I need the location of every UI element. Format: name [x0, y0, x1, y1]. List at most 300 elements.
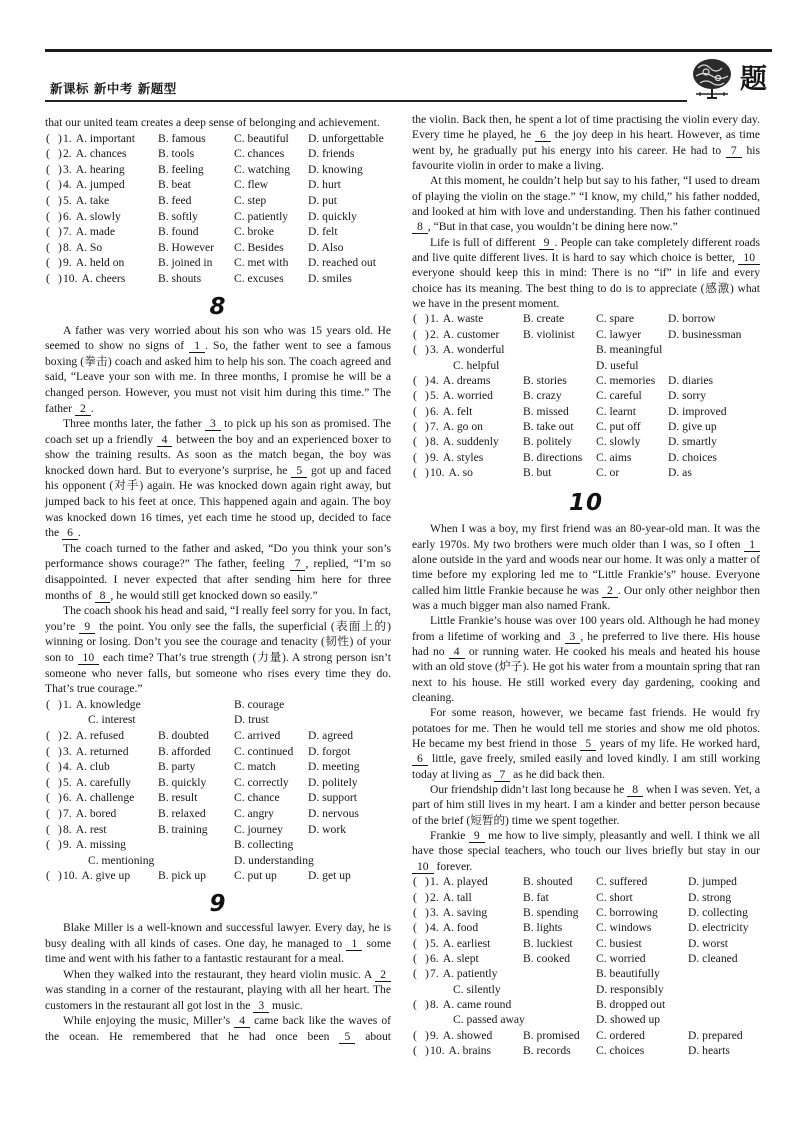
- answer-bracket-close: ): [58, 240, 62, 254]
- answer-bracket-open: (: [413, 905, 417, 919]
- option-row: [412, 997, 760, 1012]
- question-number: 10.: [63, 271, 78, 285]
- option-b: B. fat: [523, 890, 549, 904]
- option-d: D. choices: [668, 450, 717, 464]
- option-b: B. lights: [523, 921, 563, 935]
- question-stem: [430, 404, 472, 419]
- option-row: [45, 744, 391, 760]
- option-row: [45, 790, 391, 806]
- option-row: [45, 806, 391, 822]
- blank-3: 3: [565, 630, 581, 644]
- question-stem: [430, 951, 479, 966]
- option-row: [412, 373, 760, 388]
- question-number: 1.: [63, 697, 72, 711]
- question-number: 3.: [430, 905, 439, 919]
- question-number: 4.: [63, 760, 72, 774]
- answer-bracket-open: (: [413, 389, 417, 403]
- option-b: B. However: [158, 240, 215, 254]
- option-d: D. friends: [308, 147, 355, 161]
- option-row: [45, 224, 391, 240]
- question-stem: [430, 936, 490, 951]
- question-number: 7.: [63, 225, 72, 239]
- answer-bracket-open: (: [46, 744, 50, 758]
- option-c: C. angry: [234, 806, 274, 820]
- answer-bracket-open: (: [413, 875, 417, 889]
- question-number: 7.: [430, 967, 439, 981]
- option-row: [412, 874, 760, 889]
- question-stem: [430, 327, 499, 342]
- answer-bracket-open: (: [413, 450, 417, 464]
- emblem-icon: [688, 56, 738, 102]
- question-stem: [63, 759, 110, 775]
- passage-10-paragraph: Little Frankie’s house was over 100 years old. Although he had money from a lifetime of working and 3 , he preferred to live there. His house had no 4 or running water. He cooked his meals and heated his house with an old stove (炉子). He got his water from a mountain spring that ran next to his house. He still worked every day gardening, cooking and cleaning.: [412, 614, 761, 705]
- option-row: [412, 434, 760, 449]
- question-stem: [63, 697, 141, 713]
- question-number: 10.: [430, 465, 445, 479]
- option-c: C. aims: [596, 450, 632, 464]
- option-row: [412, 342, 760, 357]
- option-d: D. felt: [308, 225, 338, 239]
- option-d: D. electricity: [688, 921, 749, 935]
- option-b: B. softly: [158, 209, 198, 223]
- option-row: [412, 388, 760, 403]
- question-number: 4.: [430, 373, 439, 387]
- answer-bracket-close: ): [58, 869, 62, 883]
- question-stem: [430, 450, 483, 465]
- blank-9: 9: [469, 829, 485, 843]
- answer-bracket-close: ): [425, 465, 429, 479]
- option-a: A. customer: [442, 327, 500, 341]
- answer-bracket-close: ): [425, 905, 429, 919]
- option-d: D. trust: [234, 713, 269, 727]
- question-number: 9.: [430, 450, 439, 464]
- option-c: C. excuses: [234, 271, 284, 285]
- question-stem: [63, 790, 134, 806]
- question-number: 7.: [63, 806, 72, 820]
- option-row: [45, 193, 391, 209]
- answer-bracket-open: (: [46, 697, 50, 711]
- option-row: [45, 209, 391, 225]
- option-d: D. give up: [668, 419, 717, 433]
- option-row: [412, 450, 760, 465]
- question-number: 5.: [63, 775, 72, 789]
- question-stem: [430, 373, 490, 388]
- option-a: A. club: [75, 760, 110, 774]
- passage-7-ending: that our united team creates a deep sense of belonging and achievement.: [45, 116, 380, 129]
- option-c: C. lawyer: [596, 327, 642, 341]
- blank-10: 10: [738, 251, 760, 265]
- answer-bracket-open: (: [413, 890, 417, 904]
- passage-9-options: [412, 311, 760, 480]
- option-a: A. important: [75, 131, 135, 145]
- option-d: D. reached out: [308, 256, 376, 270]
- option-c: C. windows: [596, 921, 652, 935]
- question-stem: [63, 177, 125, 193]
- left-column: [45, 115, 391, 1045]
- option-d: D. forgot: [308, 744, 351, 758]
- answer-bracket-open: (: [46, 209, 50, 223]
- answer-bracket-open: (: [413, 967, 417, 981]
- option-b: B. shouts: [158, 271, 202, 285]
- answer-bracket-open: (: [46, 193, 50, 207]
- answer-bracket-close: ): [425, 389, 429, 403]
- blank-8: 8: [95, 589, 111, 603]
- option-a: A. returned: [75, 744, 129, 758]
- question-number: 8.: [63, 240, 72, 254]
- answer-bracket-close: ): [58, 131, 62, 145]
- option-c: C. ordered: [596, 1028, 645, 1042]
- question-stem: [430, 311, 483, 326]
- question-number: 2.: [430, 890, 439, 904]
- option-c: C. or: [596, 465, 620, 479]
- answer-bracket-open: (: [413, 373, 417, 387]
- option-a: A. came round: [442, 997, 512, 1011]
- option-row: [45, 255, 391, 271]
- answer-bracket-open: (: [46, 131, 50, 145]
- option-c: C. Besides: [234, 240, 284, 254]
- option-d: D. cleaned: [688, 951, 738, 965]
- option-d: D. work: [308, 822, 346, 836]
- question-number: 10.: [430, 1043, 445, 1057]
- answer-bracket-open: (: [46, 822, 50, 836]
- blank-10: 10: [412, 860, 434, 874]
- blank-1: 1: [346, 937, 362, 951]
- passage-9-paragraph: Blake Miller is a well-known and successful lawyer. Every day, he is busy dealing with all kinds of cases. One day, he managed to 1 some time and went with his father to a fantastic restaurant for a meal.: [45, 920, 391, 966]
- option-b: B. relaxed: [158, 806, 206, 820]
- option-a: A. slept: [442, 951, 479, 965]
- question-stem: [430, 890, 472, 905]
- answer-bracket-open: (: [413, 1043, 417, 1057]
- option-a: A. So: [75, 240, 103, 254]
- option-row: [412, 905, 760, 920]
- option-row: [45, 837, 391, 853]
- answer-bracket-close: ): [58, 775, 62, 789]
- question-stem: [430, 1043, 491, 1058]
- answer-bracket-close: ): [58, 209, 62, 223]
- option-c: C. watching: [234, 162, 291, 176]
- option-d: D. sorry: [668, 389, 706, 403]
- blank-6: 6: [62, 526, 78, 540]
- option-a: A. so: [448, 465, 473, 479]
- answer-bracket-open: (: [46, 178, 50, 192]
- answer-bracket-close: ): [425, 312, 429, 326]
- option-c: C. put off: [596, 419, 641, 433]
- option-b: B. pick up: [158, 869, 206, 883]
- blank-1: 1: [744, 538, 760, 552]
- option-d: D. understanding: [234, 853, 314, 867]
- question-stem: [430, 966, 497, 981]
- option-d: D. knowing: [308, 162, 363, 176]
- answer-bracket-open: (: [413, 404, 417, 418]
- option-b: B. meaningful: [596, 343, 663, 357]
- question-number: 5.: [430, 389, 439, 403]
- answer-bracket-close: ): [58, 760, 62, 774]
- option-d: D. borrow: [668, 312, 716, 326]
- answer-bracket-open: (: [413, 997, 417, 1011]
- option-row: [412, 966, 760, 981]
- question-stem: [63, 806, 116, 822]
- answer-bracket-open: (: [46, 225, 50, 239]
- answer-bracket-open: (: [46, 775, 50, 789]
- question-stem: [63, 868, 130, 884]
- answer-bracket-close: ): [58, 147, 62, 161]
- question-number: 4.: [430, 921, 439, 935]
- passage-10-number: 10: [568, 490, 603, 517]
- question-stem: [430, 997, 511, 1012]
- answer-bracket-close: ): [58, 822, 62, 836]
- blank-4: 4: [449, 645, 465, 659]
- question-stem: [430, 388, 493, 403]
- option-c: C. slowly: [596, 435, 641, 449]
- top-rule: [45, 49, 772, 52]
- option-c: C. borrowing: [596, 905, 658, 919]
- option-b: B. collecting: [234, 838, 294, 852]
- option-row: [45, 822, 391, 838]
- question-stem: [430, 434, 499, 449]
- option-row: [412, 936, 760, 951]
- question-number: 3.: [63, 744, 72, 758]
- passage-8-paragraph: Three months later, the father 3 to pick up his son as promised. The coach set up a friendly 4 between the boy and an experienced boxer to show the training results. As soon as the match began, the boy was knocked down hard. But to everyone’s surprise, he 5 got up and faced his opponent (对手) again. He was knocked down again right away, but jumped back to his feet at once. This happened again and again. The boy was knocked down 16 times, yet each time he stood up, decided to face the 6 .: [45, 417, 392, 540]
- option-d: D. put: [308, 193, 337, 207]
- option-b: B. spending: [523, 905, 579, 919]
- answer-bracket-close: ): [425, 997, 429, 1011]
- answer-bracket-close: ): [58, 728, 62, 742]
- answer-bracket-open: (: [46, 869, 50, 883]
- blank-7: 7: [726, 144, 742, 158]
- header-rule: [45, 100, 687, 102]
- option-a: A. earliest: [442, 936, 491, 950]
- answer-bracket-open: (: [413, 435, 417, 449]
- answer-bracket-open: (: [413, 951, 417, 965]
- blank-7: 7: [494, 768, 510, 782]
- option-a: A. worried: [442, 389, 493, 403]
- option-c: C. busiest: [596, 936, 642, 950]
- option-c: C. suffered: [596, 875, 648, 889]
- question-stem: [63, 224, 115, 240]
- option-c: C. chances: [234, 147, 285, 161]
- option-c: C. patiently: [234, 209, 289, 223]
- blank-8: 8: [412, 220, 428, 234]
- option-c: C. learnt: [596, 404, 636, 418]
- question-stem: [63, 744, 129, 760]
- option-d: D. strong: [688, 890, 732, 904]
- passage-10-paragraph: Our friendship didn’t last long because he 8 when I was seven. Yet, a part of him still lives in my heart. I am a kinder and better person because of the brief (短暂的) time we spent together.: [412, 783, 761, 827]
- option-b: B. violinist: [523, 327, 575, 341]
- option-c: C. journey: [234, 822, 283, 836]
- answer-bracket-close: ): [58, 271, 62, 285]
- answer-bracket-open: (: [46, 760, 50, 774]
- option-d: D. improved: [668, 404, 727, 418]
- blank-2: 2: [375, 968, 391, 982]
- option-a: A. dreams: [442, 373, 491, 387]
- option-d: D. support: [308, 791, 357, 805]
- blank-2: 2: [602, 584, 618, 598]
- option-row-continued: [412, 1012, 760, 1027]
- option-d: D. hurt: [308, 178, 341, 192]
- answer-bracket-close: ): [425, 875, 429, 889]
- option-a: A. played: [442, 875, 488, 889]
- option-d: D. Also: [308, 240, 344, 254]
- option-row: [45, 162, 391, 178]
- option-c: C. continued: [234, 744, 294, 758]
- question-number: 6.: [63, 209, 72, 223]
- option-row-continued: [412, 358, 760, 373]
- option-row-continued: [45, 853, 391, 869]
- option-c: C. spare: [596, 312, 634, 326]
- question-stem: [430, 465, 473, 480]
- blank-5: 5: [291, 464, 307, 478]
- option-a: A. refused: [75, 728, 124, 742]
- answer-bracket-close: ): [425, 419, 429, 433]
- option-a: A. saving: [442, 905, 488, 919]
- option-a: A. take: [75, 193, 110, 207]
- passage-9-paragraph: When they walked into the restaurant, they heard violin music. A 2 was standing in a corner of the restaurant, playing with all her heart. The customers in the restaurant all got lost in the 3 music.: [45, 967, 391, 1012]
- answer-bracket-close: ): [425, 450, 429, 464]
- option-c: C. correctly: [234, 775, 289, 789]
- question-number: 2.: [63, 728, 72, 742]
- answer-bracket-close: ): [58, 744, 62, 758]
- option-a: A. challenge: [75, 791, 135, 805]
- question-stem: [63, 209, 121, 225]
- option-c: C. match: [234, 760, 276, 774]
- answer-bracket-open: (: [413, 312, 417, 326]
- option-d: D. as: [668, 465, 692, 479]
- answer-bracket-open: (: [46, 162, 50, 176]
- option-a: A. held on: [75, 256, 125, 270]
- logo-char: 题: [740, 64, 767, 95]
- option-a: A. carefully: [75, 775, 132, 789]
- question-number: 6.: [430, 951, 439, 965]
- passage-8-paragraph: A father was very worried about his son who was 15 years old. He seemed to show no signs of 1 . So, the father went to see a famous boxing (拳击) coach and asked him to help his son. The coach agreed and said, “Leave your son with me. In three months, I promise he will be a changed person. However, you must not visit him during this time.” The father 2 .: [45, 323, 391, 415]
- option-d: D. smartly: [668, 435, 717, 449]
- option-d: D. hearts: [688, 1043, 730, 1057]
- answer-bracket-close: ): [58, 838, 62, 852]
- option-row: [45, 759, 391, 775]
- option-b: B. party: [158, 760, 196, 774]
- answer-bracket-open: (: [46, 728, 50, 742]
- question-stem: [63, 255, 124, 271]
- question-stem: [63, 131, 135, 147]
- option-b: B. records: [523, 1043, 571, 1057]
- question-number: 6.: [63, 791, 72, 805]
- blank-9: 9: [539, 236, 555, 250]
- option-b: B. doubted: [158, 728, 209, 742]
- answer-bracket-open: (: [46, 240, 50, 254]
- answer-bracket-close: ): [425, 435, 429, 449]
- option-a: A. knowledge: [75, 697, 141, 711]
- option-d: D. prepared: [688, 1028, 743, 1042]
- passage-10-paragraph: For some reason, however, we became fast friends. He would fry potatoes for me. Then he would tell me stories and show me old photos. He became my best friend in those 5 years of my life. He worked hard, 6 little, gave freely, smiled easily and loved kindly. I am still working today at living as 7 as he did back then.: [412, 706, 760, 781]
- question-number: 8.: [430, 435, 439, 449]
- option-a: A. rest: [75, 822, 107, 836]
- blank-6: 6: [535, 128, 551, 142]
- question-number: 1.: [63, 131, 72, 145]
- answer-bracket-open: (: [46, 838, 50, 852]
- blank-6: 6: [412, 752, 428, 766]
- option-c: C. broke: [234, 225, 274, 239]
- passage-8-paragraph: The coach turned to the father and asked, “Do you think your son’s performance shows courage?” The father, feeling 7 , replied, “I’m so disappointed. I never expected that after sending him here for three months of 8 , he would still get knocked down so easily.”: [45, 541, 391, 602]
- option-c: C. chance: [234, 791, 280, 805]
- option-b: B. dropped out: [596, 997, 666, 1011]
- passage-8-paragraph: The coach shook his head and said, “I really feel sorry for you. In fact, you’re 9 the point. You only see the falls, the superficial (表面上的) winning or losing. Don’t you see the courage and tenacity (韧性) of your son to 10 each time? That’s true strength (力量). A strong person isn’t someone who never falls, but someone who rises every time they do. That’s true courage.”: [45, 604, 392, 696]
- blank-4: 4: [157, 433, 173, 447]
- option-b: B. directions: [523, 450, 583, 464]
- option-row: [45, 868, 391, 884]
- option-c: C. mentioning: [88, 853, 155, 867]
- blank-3: 3: [205, 417, 221, 431]
- option-b: B. cooked: [523, 951, 571, 965]
- option-row: [412, 1043, 760, 1058]
- answer-bracket-close: ): [58, 806, 62, 820]
- option-row-continued: [45, 712, 391, 728]
- question-number: 3.: [63, 162, 72, 176]
- option-d: D. diaries: [668, 373, 714, 387]
- option-d: D. jumped: [688, 875, 737, 889]
- option-c: C. put up: [234, 869, 277, 883]
- option-d: D. unforgettable: [308, 131, 384, 145]
- option-d: D. useful: [596, 358, 639, 372]
- passage-9-paragraph: At this moment, he couldn’t help but say to his father, “I used to dream of playing the violin on the stage.” “I know, my child,” his father nodded, and looked at him with love and understanding. Then his father continued 8 , “But in that case, you wouldn’t be dining here now.”: [412, 174, 760, 234]
- option-b: B. promised: [523, 1028, 580, 1042]
- option-c: C. interest: [88, 713, 136, 727]
- blank-5: 5: [339, 1030, 355, 1044]
- question-stem: [63, 728, 124, 744]
- option-a: A. go on: [442, 419, 483, 433]
- option-a: A. wonderful: [442, 343, 505, 357]
- option-row: [45, 177, 391, 193]
- option-d: D. agreed: [308, 728, 354, 742]
- answer-bracket-close: ): [425, 951, 429, 965]
- passage-9-paragraph: While enjoying the music, Miller’s 4 came back like the waves of the ocean. He remembered that he had once been 5 about: [45, 1014, 391, 1044]
- question-number: 9.: [63, 256, 72, 270]
- answer-bracket-open: (: [46, 256, 50, 270]
- answer-bracket-close: ): [425, 327, 429, 341]
- option-d: D. showed up: [596, 1013, 661, 1027]
- question-stem: [63, 240, 102, 256]
- answer-bracket-close: ): [425, 890, 429, 904]
- option-d: D. nervous: [308, 806, 359, 820]
- answer-bracket-open: (: [413, 465, 417, 479]
- answer-bracket-close: ): [425, 1043, 429, 1057]
- option-a: A. bored: [75, 806, 117, 820]
- option-d: D. responsibly: [596, 982, 664, 996]
- option-c: C. step: [234, 193, 267, 207]
- option-b: B. politely: [523, 435, 572, 449]
- series-title: 新课标 新中考 新题型: [50, 81, 177, 96]
- answer-bracket-close: ): [425, 343, 429, 357]
- option-row: [412, 890, 760, 905]
- option-b: B. shouted: [523, 875, 573, 889]
- option-d: D. get up: [308, 869, 351, 883]
- option-b: B. crazy: [523, 389, 562, 403]
- question-number: 1.: [430, 875, 439, 889]
- option-row: [45, 728, 391, 744]
- option-row: [412, 951, 760, 966]
- option-c: C. short: [596, 890, 633, 904]
- option-c: C. silently: [453, 982, 501, 996]
- option-b: B. stories: [523, 373, 567, 387]
- blank-2: 2: [75, 402, 91, 416]
- answer-bracket-close: ): [58, 225, 62, 239]
- question-number: 7.: [430, 419, 439, 433]
- option-b: B. famous: [158, 131, 206, 145]
- question-number: 9.: [63, 838, 72, 852]
- passage-10-options: [412, 874, 760, 1058]
- option-d: D. smiles: [308, 271, 352, 285]
- option-d: D. politely: [308, 775, 358, 789]
- question-number: 8.: [430, 997, 439, 1011]
- option-a: A. slowly: [75, 209, 121, 223]
